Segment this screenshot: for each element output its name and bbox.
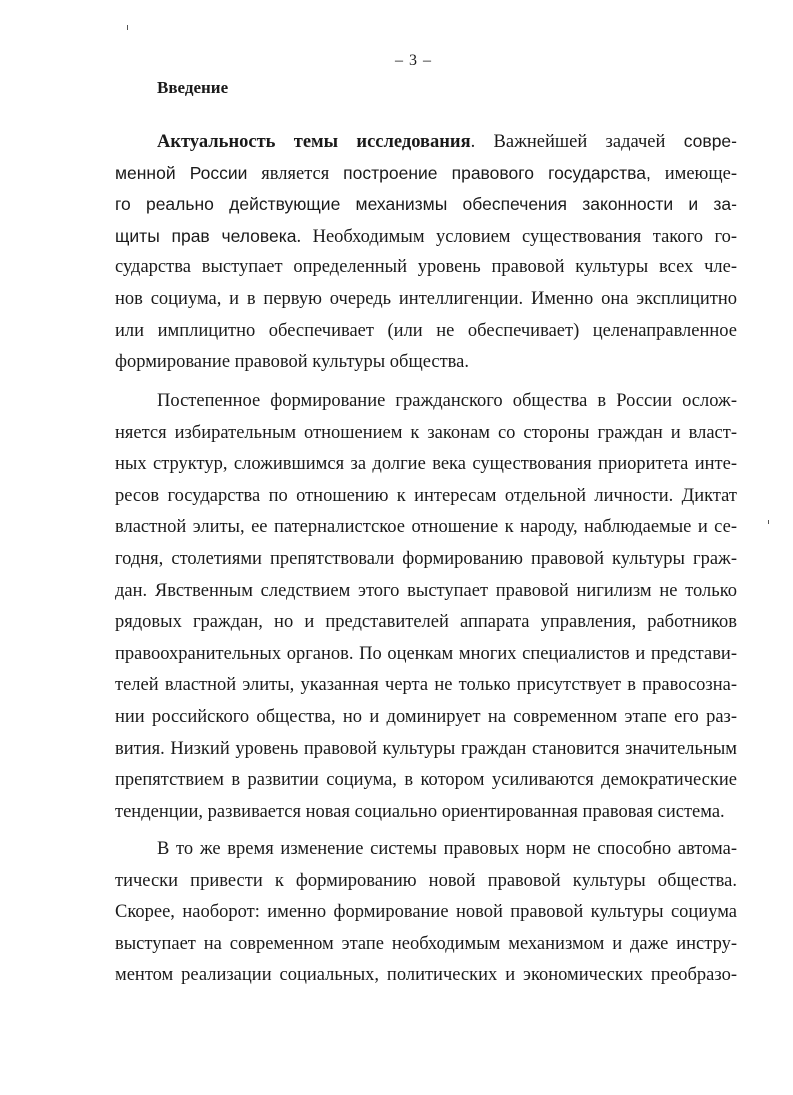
text-line: властной элиты, ее патерналистское отношение к народу, наблюдаемые и се- [115,517,737,538]
text-line: рядовых граждан, но и представителей аппарата управления, работников [115,612,737,633]
text-line: менной России является построение правового государства, имеюще- [115,162,737,184]
paragraph-3 [115,834,737,992]
text-line: тенденции, развивается новая социально ориентированная правовая система. [115,801,725,822]
text-line: вития. Низкий уровень правовой культуры граждан становится значительным [115,738,737,759]
text-line: ментом реализации социальных, политических и экономических преобразо- [115,965,737,986]
text-line: Скорее, наоборот: именно формирование новой правовой культуры социума [115,902,737,923]
paragraph-1 [115,126,737,379]
text-line: го реально действующие механизмы обеспечения законности и за- [115,194,737,215]
text-line: нов социума, и в первую очередь интеллигенции. Именно она эксплицитно [115,288,737,309]
text-line: нии российского общества, но и доминирует на современном этапе его раз- [115,706,737,727]
text-line: Постепенное формирование гражданского общества в России ослож- [157,391,737,411]
text-line: щиты прав человека. Необходимым условием существования такого го- [115,225,737,247]
paragraph-2 [115,386,737,828]
text-line: тически привести к формированию новой правовой культуры общества. [115,870,737,891]
text-line: няется избирательным отношением к законам со стороны граждан и власт- [115,422,737,443]
page-number: – 3 – [395,52,432,69]
scan-speck [768,520,769,524]
text-line: Актуальность темы исследования. Важнейшей задачей совре- [157,131,737,152]
text-line: В то же время изменение системы правовых норм не способно автома- [157,839,737,859]
text-line: препятствием в развитии социума, в котором усиливаются демократические [115,770,737,791]
text-line: сударства выступает определенный уровень правовой культуры всех чле- [115,257,737,278]
text-line: формирование правовой культуры общества. [115,352,469,373]
text-line: телей властной элиты, указанная черта не только присутствует в правосозна- [115,675,737,696]
text-line: дан. Явственным следствием этого выступает правовой нигилизм не только [115,580,737,601]
text-line: годня, столетиями препятствовали формированию правовой культуры граж- [115,548,737,569]
text-line: или имплицитно обеспечивает (или не обеспечивает) целенаправленное [115,320,737,341]
scan-speck [127,25,128,30]
text-line: ных структур, сложившимся за долгие века существования приоритета инте- [115,454,737,475]
text-line: ресов государства по отношению к интересам отдельной личности. Диктат [115,485,737,506]
section-heading: Введение [157,78,229,97]
text-line: правоохранительных органов. По оценкам многих специалистов и представи- [115,643,737,664]
text-line: выступает на современном этапе необходимым механизмом и даже инстру- [115,933,737,954]
